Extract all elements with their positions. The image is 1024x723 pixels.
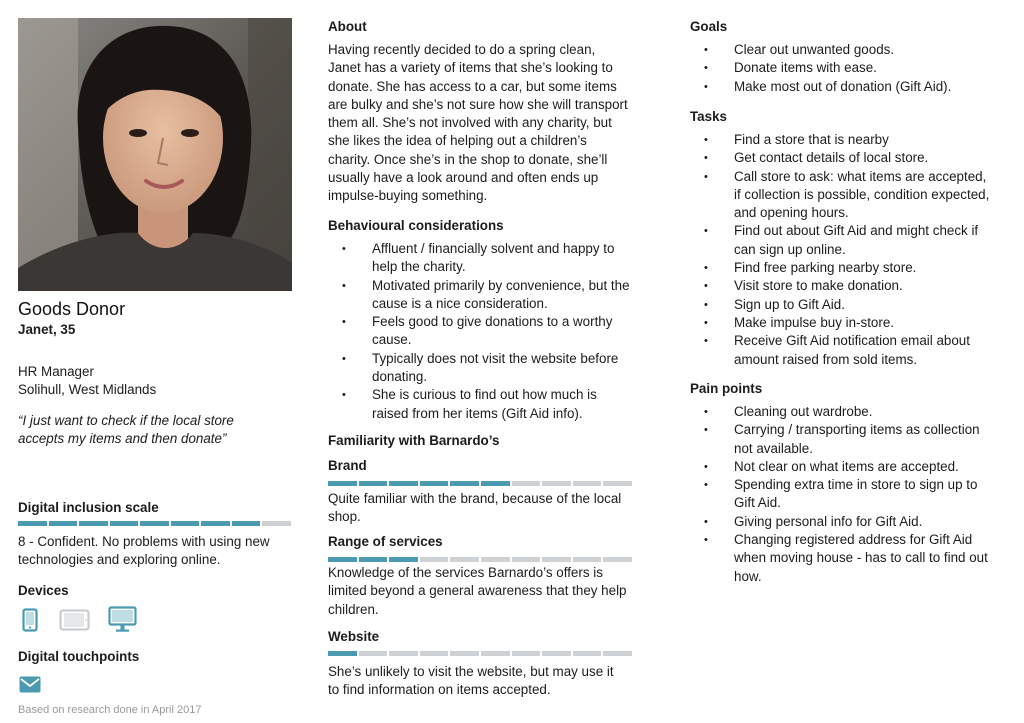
list-item: • Carrying / transporting items as collection not available.	[690, 421, 996, 458]
scale-segment	[512, 651, 541, 656]
scale-segment	[573, 651, 602, 656]
list-item: • Make most out of donation (Gift Aid).	[690, 78, 996, 96]
digital-inclusion-scale	[18, 521, 291, 526]
list-item: • Feels good to give donations to a worthy cause.	[328, 313, 634, 350]
scale-segment	[140, 521, 169, 526]
scale-segment	[389, 651, 418, 656]
services-familiarity-scale	[328, 557, 632, 562]
scale-segment	[450, 481, 479, 486]
pain-points-list	[690, 403, 996, 586]
scale-segment	[262, 521, 291, 526]
list-item: • Clear out unwanted goods.	[690, 41, 996, 59]
list-item: • Donate items with ease.	[690, 59, 996, 77]
scale-segment	[450, 557, 479, 562]
persona-job: HR Manager	[18, 364, 94, 379]
scale-segment	[359, 557, 388, 562]
scale-segment	[512, 557, 541, 562]
website-familiarity-scale	[328, 651, 632, 656]
about-label: About	[328, 19, 367, 34]
goals-list	[690, 41, 996, 96]
list-item: • Get contact details of local store.	[690, 149, 996, 167]
scale-segment	[359, 651, 388, 656]
persona-portrait-image	[18, 18, 292, 291]
persona-quote: “I just want to check if the local store accepts my items and then donate”	[18, 413, 234, 447]
list-item: • Not clear on what items are accepted.	[690, 458, 996, 476]
list-item: • Find free parking nearby store.	[690, 259, 996, 277]
devices-label: Devices	[18, 583, 69, 598]
digital-inclusion-description: 8 - Confident. No problems with using new technologies and exploring online.	[18, 534, 270, 568]
list-item: • Cleaning out wardrobe.	[690, 403, 996, 421]
footer-note: Based on research done in April 2017	[18, 704, 202, 716]
behaviour-list	[328, 240, 634, 423]
digital-inclusion-label: Digital inclusion scale	[18, 500, 159, 515]
persona-location: Solihull, West Midlands	[18, 382, 157, 397]
list-item: • Call store to ask: what items are accepted, if collection is possible, condition expected, and opening hours.	[690, 168, 996, 223]
scale-segment	[49, 521, 78, 526]
services-label: Range of services	[328, 534, 443, 549]
persona-name-age: Janet, 35	[18, 322, 76, 337]
scale-segment	[232, 521, 261, 526]
tasks-label: Tasks	[690, 109, 727, 124]
tablet-icon	[59, 609, 90, 631]
scale-segment	[512, 481, 541, 486]
desktop-icon	[108, 606, 137, 633]
scale-segment	[603, 481, 632, 486]
scale-segment	[542, 481, 571, 486]
brand-text: Quite familiar with the brand, because of the local shop.	[328, 491, 622, 525]
scale-segment	[542, 651, 571, 656]
scale-segment	[328, 481, 357, 486]
mobile-phone-icon	[22, 608, 38, 632]
scale-segment	[18, 521, 47, 526]
brand-label: Brand	[328, 458, 367, 473]
scale-segment	[171, 521, 200, 526]
list-item: • Receive Gift Aid notification email about amount raised from sold items.	[690, 332, 996, 369]
list-item: • Typically does not visit the website before donating.	[328, 350, 634, 387]
scale-segment	[420, 651, 449, 656]
scale-segment	[328, 557, 357, 562]
list-item: • Affluent / financially solvent and happy to help the charity.	[328, 240, 634, 277]
scale-segment	[481, 651, 510, 656]
scale-segment	[603, 557, 632, 562]
email-icon	[19, 676, 41, 693]
scale-segment	[450, 651, 479, 656]
persona-photo	[18, 18, 292, 291]
list-item: • Changing registered address for Gift Aid when moving house - has to call to find out how.	[690, 531, 996, 586]
list-item: • Make impulse buy in-store.	[690, 314, 996, 332]
scale-segment	[359, 481, 388, 486]
scale-segment	[389, 557, 418, 562]
scale-segment	[110, 521, 139, 526]
scale-segment	[481, 481, 510, 486]
services-text: Knowledge of the services Barnardo’s offers is limited beyond a general awareness that they help children.	[328, 565, 627, 617]
pain-points-label: Pain points	[690, 381, 763, 396]
list-item: • Motivated primarily by convenience, but the cause is a nice consideration.	[328, 277, 634, 314]
scale-segment	[420, 481, 449, 486]
brand-familiarity-scale	[328, 481, 632, 486]
list-item: • Visit store to make donation.	[690, 277, 996, 295]
behaviour-label: Behavioural considerations	[328, 218, 504, 233]
goals-label: Goals	[690, 19, 728, 34]
scale-segment	[481, 557, 510, 562]
website-text: She’s unlikely to visit the website, but may use it to find information on items accepted.	[328, 664, 614, 698]
persona-title: Goods Donor	[18, 299, 126, 319]
about-text: Having recently decided to do a spring clean, Janet has a variety of items that she’s looking to donate. She has access to a car, but some items are bulky and she’s not sure how she will transport them all. She’s not involved with any charity, but she likes the idea of helping out a children’s charity. Once she’s in the shop to donate, she’ll usually have a look around and often ends up impulse-buying something.	[328, 42, 628, 204]
list-item: • She is curious to find out how much is raised from her items (Gift Aid info).	[328, 386, 634, 423]
scale-segment	[603, 651, 632, 656]
familiarity-label: Familiarity with Barnardo’s	[328, 433, 500, 448]
scale-segment	[389, 481, 418, 486]
scale-segment	[201, 521, 230, 526]
scale-segment	[542, 557, 571, 562]
list-item: • Sign up to Gift Aid.	[690, 296, 996, 314]
tasks-list	[690, 131, 996, 369]
scale-segment	[573, 557, 602, 562]
scale-segment	[79, 521, 108, 526]
list-item: • Giving personal info for Gift Aid.	[690, 513, 996, 531]
list-item: • Find out about Gift Aid and might check if can sign up online.	[690, 222, 996, 259]
scale-segment	[573, 481, 602, 486]
digital-touchpoints-label: Digital touchpoints	[18, 649, 140, 664]
website-label: Website	[328, 629, 380, 644]
list-item: • Find a store that is nearby	[690, 131, 996, 149]
scale-segment	[328, 651, 357, 656]
list-item: • Spending extra time in store to sign up to Gift Aid.	[690, 476, 996, 513]
scale-segment	[420, 557, 449, 562]
